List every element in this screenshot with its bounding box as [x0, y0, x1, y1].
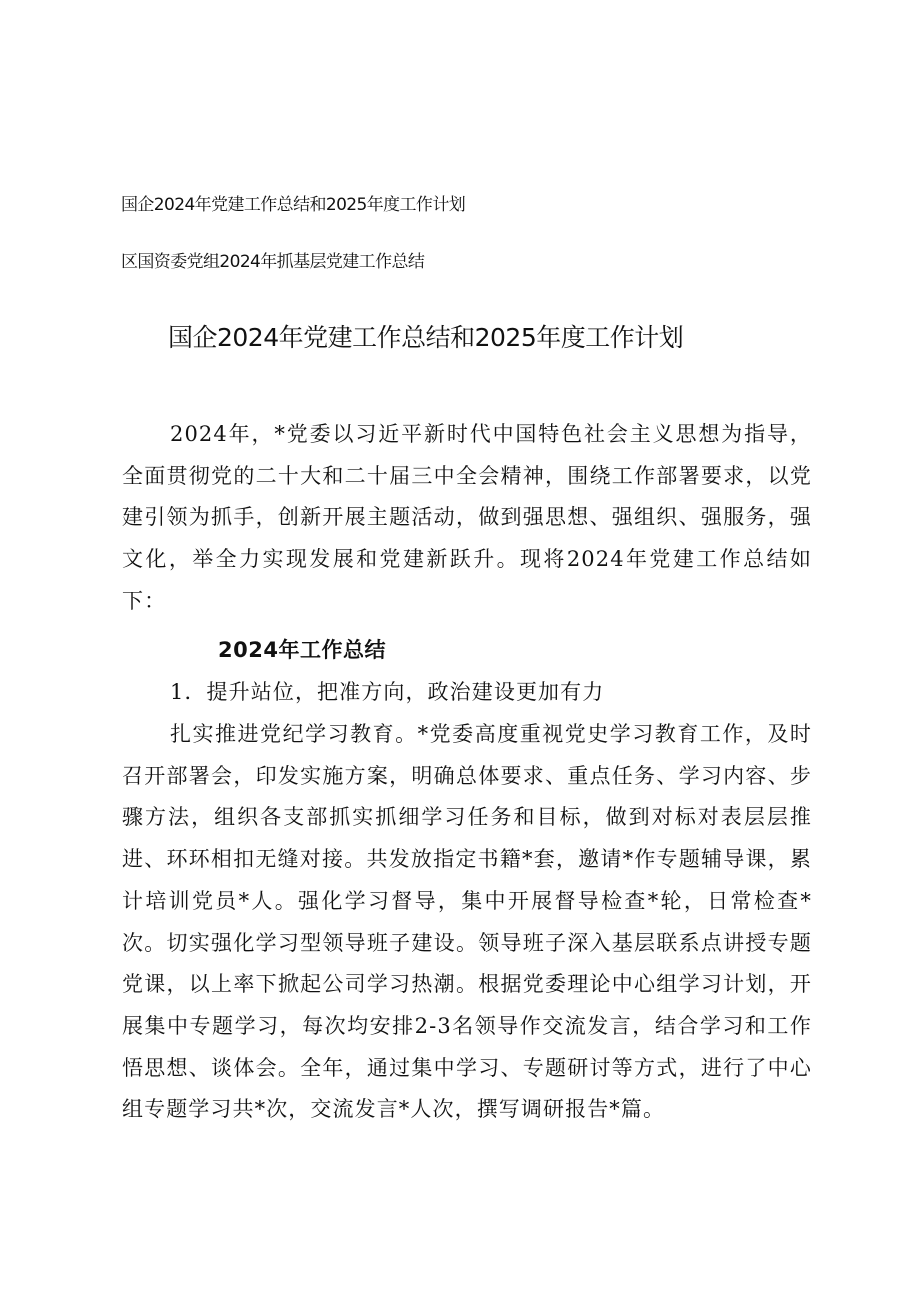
section-heading: 2024年工作总结: [218, 638, 386, 662]
toc-item: 国企2024年党建工作总结和2025年度工作计划: [121, 195, 466, 215]
body-paragraph: 扎实推进党纪学习教育。*党委高度重视党史学习教育工作，及时召开部署会，印发实施方案，明确总体要求、重点任务、学习内容、步骤方法，组织各支部抓实抓细学习任务和目标，做到对标对表层层推进、环环相扣无缝对接。共发放指定书籍*套，邀请*作专题辅导课，累计培训党员*人。强化学习督导，集中开展督导检查*轮，日常检查*次。切实强化学习型领导班子建设。领导班子深入基层联系点讲授专题党课，以上率下掀起公司学习热潮。根据党委理论中心组学习计划，开展集中专题学习，每次均安排2-3名领导作交流发言，结合学习和工作悟思想、谈体会。全年，通过集中学习、专题研讨等方式，进行了中心组专题学习共*次，交流发言*人次，撰写调研报告*篇。: [122, 722, 812, 1122]
subheading: 1．提升站位，把准方向，政治建设更加有力: [170, 680, 605, 704]
document-title: 国企2024年党建工作总结和2025年度工作计划: [168, 323, 684, 352]
intro-paragraph: 2024年，*党委以习近平新时代中国特色社会主义思想为指导，全面贯彻党的二十大和二十届三中全会精神，围绕工作部署要求，以党建引领为抓手，创新开展主题活动，做到强思想、强组织、强服务，强文化，举全力实现发展和党建新跃升。现将2024年党建工作总结如下：: [122, 422, 812, 613]
toc-item: 区国资委党组2024年抓基层党建工作总结: [121, 252, 425, 272]
